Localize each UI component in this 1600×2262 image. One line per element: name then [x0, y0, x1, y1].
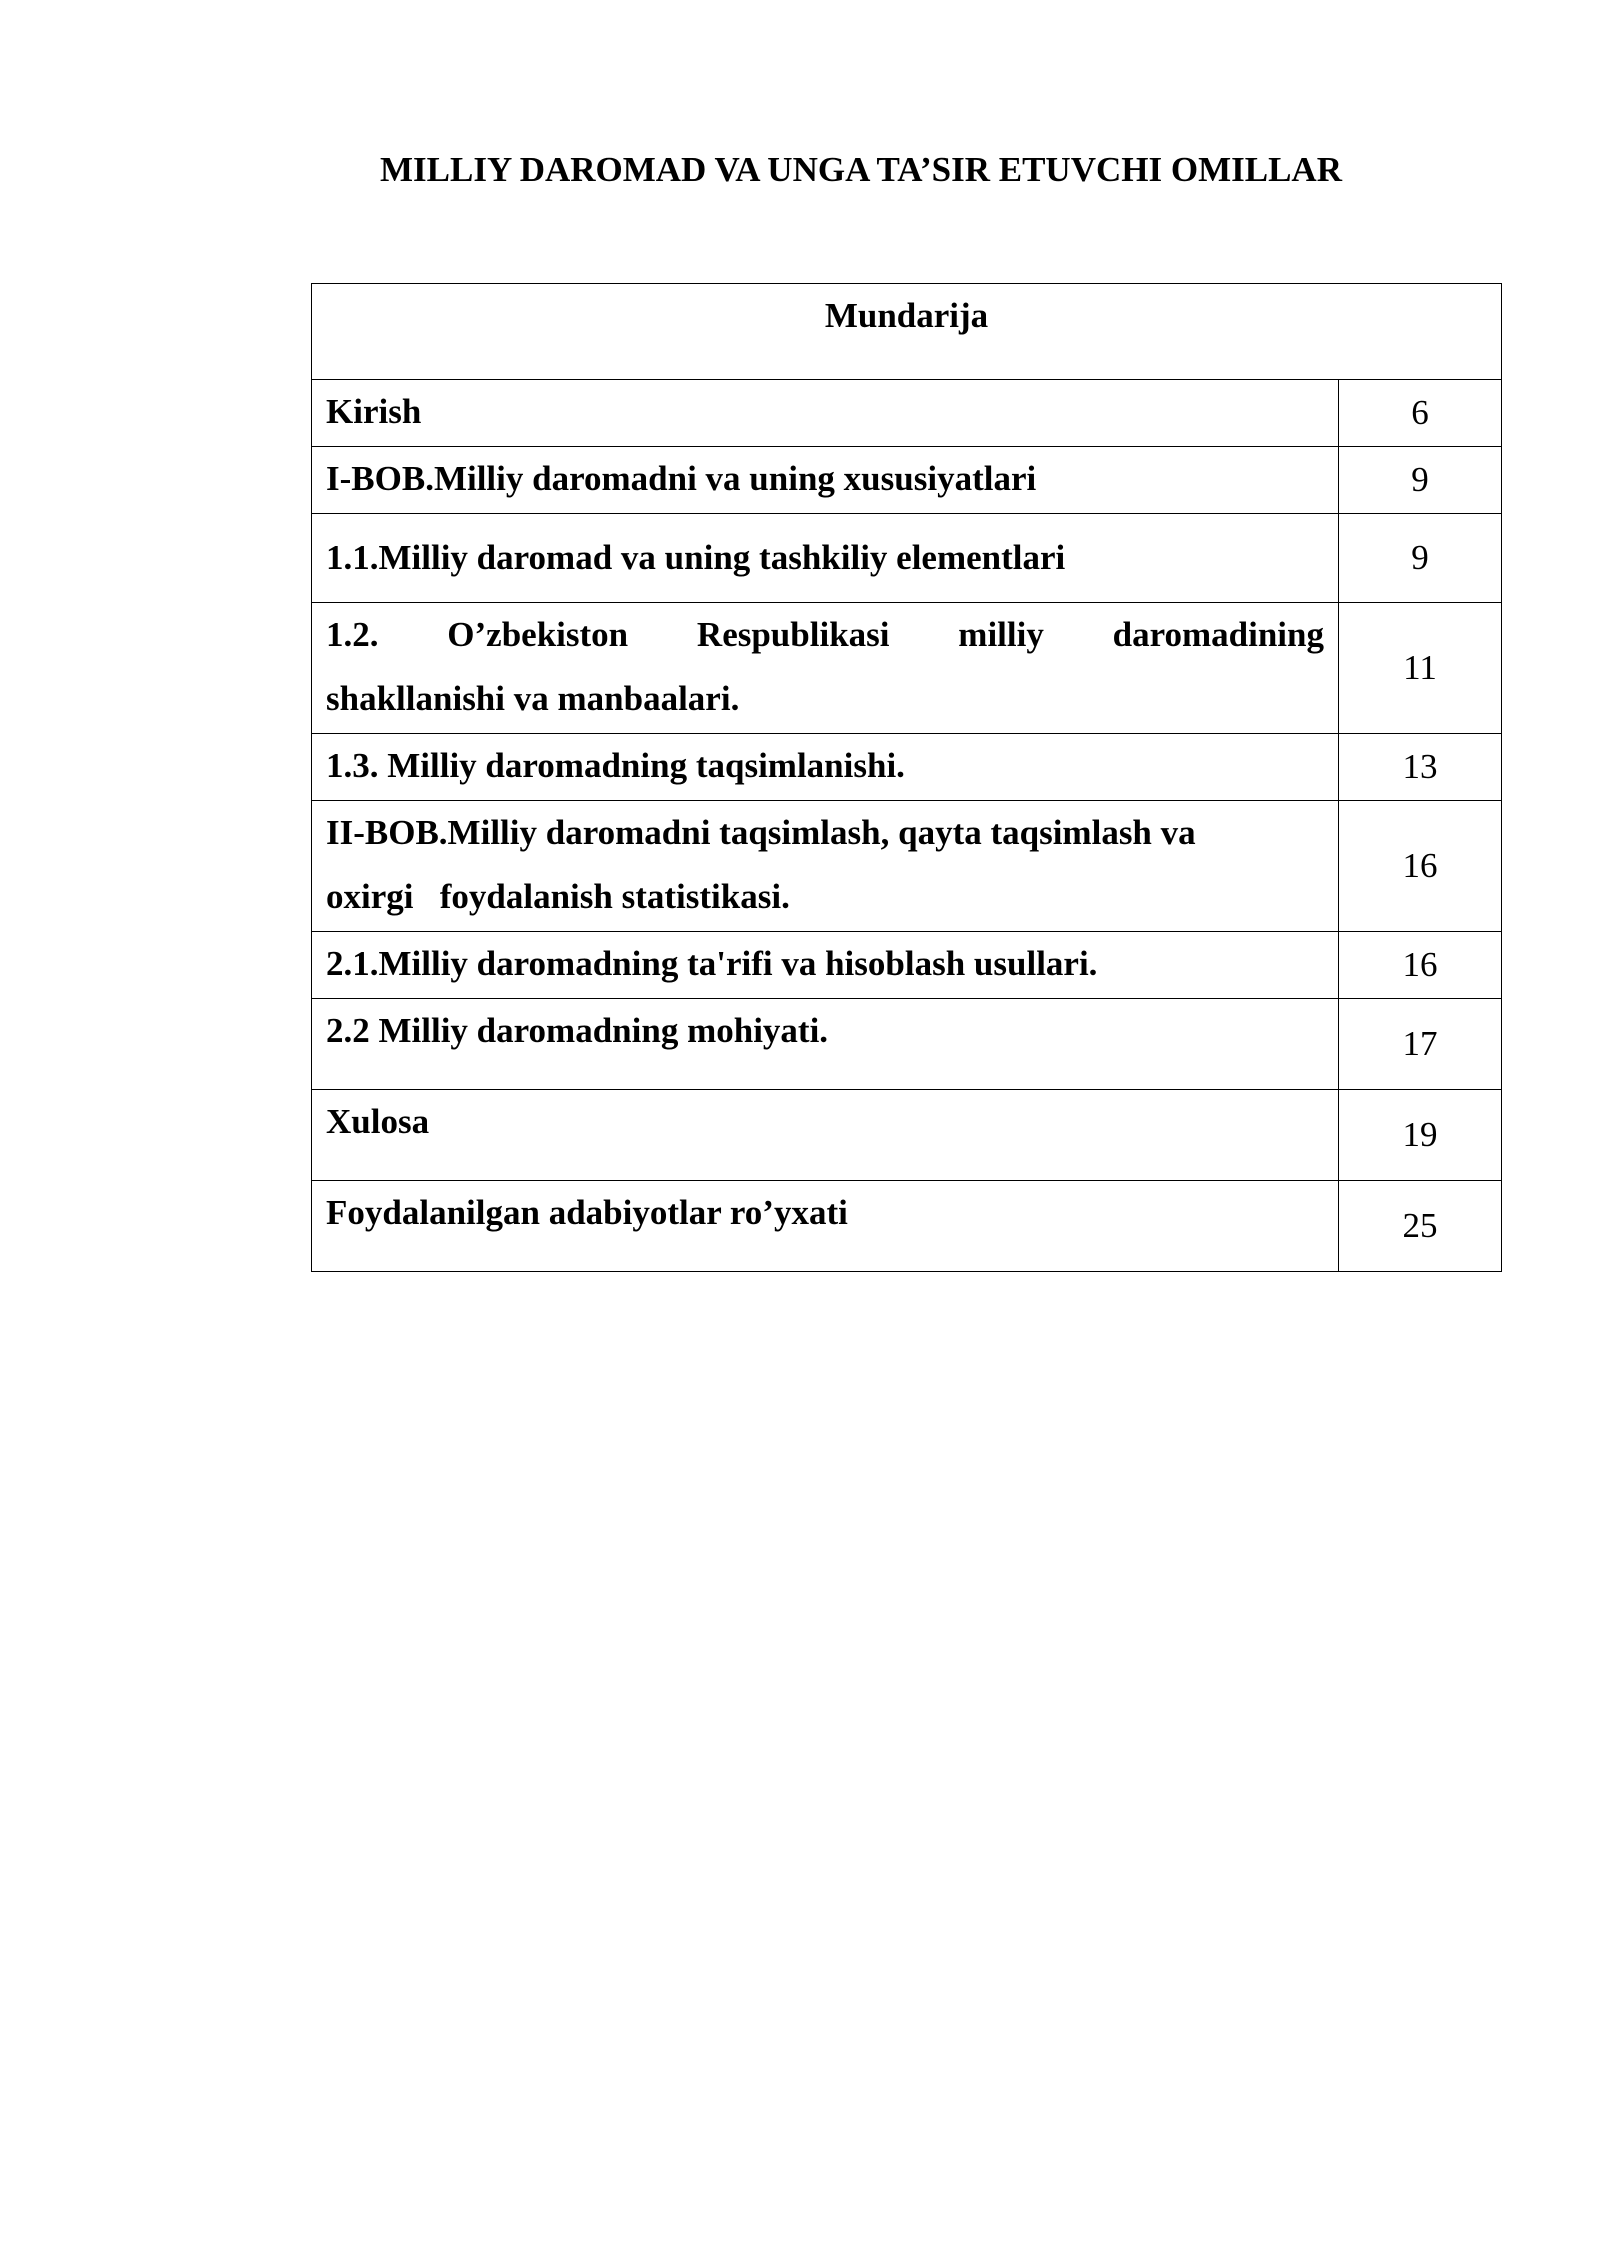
toc-entry-page: 16	[1339, 932, 1502, 999]
toc-entry-page: 17	[1339, 999, 1502, 1090]
toc-row	[312, 734, 1502, 801]
toc-entry-title	[312, 603, 1339, 734]
toc-entry-title: Foydalanilgan adabiyotlar ro’yxati	[312, 1181, 1339, 1272]
table-of-contents	[311, 283, 1502, 1272]
toc-row	[312, 1181, 1502, 1272]
toc-entry-title: Kirish	[312, 380, 1339, 447]
toc-entry-title	[312, 801, 1339, 932]
toc-entry-page: 6	[1339, 380, 1502, 447]
toc-entry-page: 11	[1339, 603, 1502, 734]
toc-entry-title-line: II-BOB.Milliy daromadni taqsimlash, qayta taqsimlash va	[326, 813, 1196, 852]
toc-row	[312, 447, 1502, 514]
toc-entry-title-line: shakllanishi va manbaalari.	[326, 679, 740, 718]
toc-entry-title: I-BOB.Milliy daromadni va uning xususiyatlari	[312, 447, 1339, 514]
toc-entry-page: 16	[1339, 801, 1502, 932]
toc-row	[312, 514, 1502, 603]
toc-entry-title: 2.1.Milliy daromadning ta'rifi va hisoblash usullari.	[312, 932, 1339, 999]
toc-entry-page: 25	[1339, 1181, 1502, 1272]
toc-entry-page: 9	[1339, 447, 1502, 514]
document-title: MILLIY DAROMAD VA UNGA TA’SIR ETUVCHI OMILLAR	[380, 150, 1342, 189]
toc-row	[312, 603, 1502, 734]
toc-entry-title: Xulosa	[312, 1090, 1339, 1181]
toc-entry-title: 1.1.Milliy daromad va uning tashkiliy elementlari	[312, 514, 1339, 603]
toc-entry-title: 2.2 Milliy daromadning mohiyati.	[312, 999, 1339, 1090]
toc-entry-page: 13	[1339, 734, 1502, 801]
toc-entry-title-line: 1.2. O’zbekiston Respublikasi milliy daromadining	[326, 615, 1324, 654]
toc-entry-page: 9	[1339, 514, 1502, 603]
toc-row	[312, 932, 1502, 999]
toc-heading: Mundarija	[312, 284, 1502, 380]
toc-row	[312, 999, 1502, 1090]
toc-entry-title: 1.3. Milliy daromadning taqsimlanishi.	[312, 734, 1339, 801]
toc-header-row	[312, 284, 1502, 380]
toc-entry-title-line: oxirgi foydalanish statistikasi.	[326, 877, 790, 916]
toc-row	[312, 1090, 1502, 1181]
toc-entry-page: 19	[1339, 1090, 1502, 1181]
toc-row	[312, 380, 1502, 447]
toc-row	[312, 801, 1502, 932]
